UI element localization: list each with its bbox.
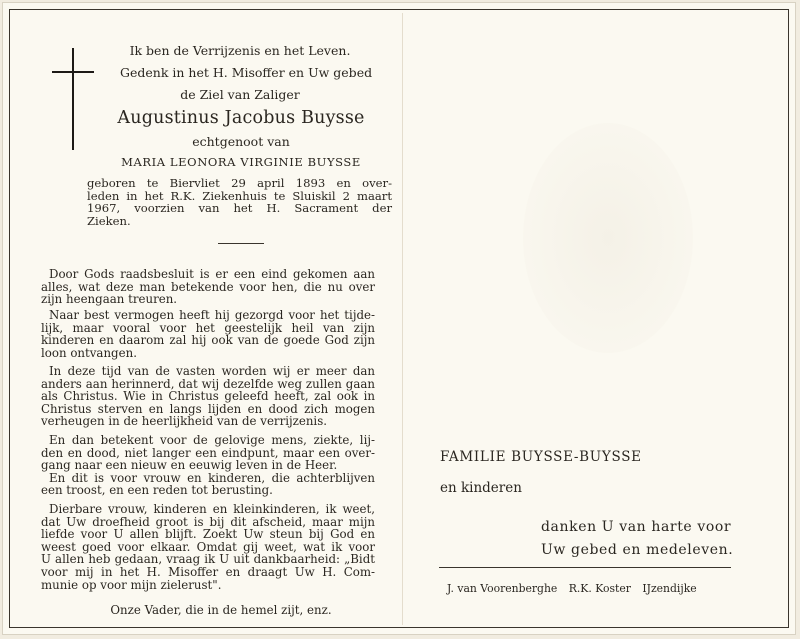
- text-line: alles, wat deze man betekende voor hen, die nu over: [41, 279, 375, 294]
- memorial-card: [2, 2, 796, 635]
- printer-firm: R.K. Koster: [568, 582, 631, 595]
- divider: [218, 243, 264, 244]
- paragraph-4: [41, 434, 375, 497]
- spouse-name: MARIA LEONORA VIRGINIE BUYSSE: [121, 155, 361, 169]
- intro-line-2: Gedenk in het H. Misoffer en Uw gebed: [120, 65, 373, 80]
- birth-line: Zieken.: [87, 213, 131, 228]
- thanks-line-1: danken U van harte voor: [541, 519, 732, 535]
- spouse-label: echtgenoot van: [192, 134, 290, 149]
- text-line: dat Uw droefheid groot is bij dit afscheid, maar mijn: [41, 514, 375, 529]
- paragraph-1: [41, 268, 375, 306]
- thanks-line-2: Uw gebed en medeleven.: [541, 542, 734, 558]
- intro-line-3: de Ziel van Zaliger: [180, 87, 300, 102]
- text-line: En dit is voor vrouw en kinderen, die achterblijven: [49, 470, 375, 485]
- faded-photo-area: [523, 123, 693, 353]
- printer-name: J. van Voorenberghe: [447, 582, 558, 595]
- text-line: weest goed voor elkaar. Omdat gij weet, wat ik voor: [41, 539, 375, 554]
- text-line: liefde voor U allen blijft. Zoekt Uw steun bij God en: [41, 527, 375, 542]
- birth-death-text: [87, 177, 392, 227]
- text-line: voor mij in het H. Misoffer en draagt Uw H. Com-: [41, 564, 375, 579]
- printer-place: IJzendijke: [642, 582, 697, 595]
- text-line: Dierbare vrouw, kinderen en kleinkinderen, ik weet,: [49, 502, 375, 516]
- text-line: Christus sterven en langs lijden en dood zich mogen: [41, 401, 375, 416]
- birth-line: 1967, voorzien van het H. Sacrament der: [87, 201, 392, 216]
- text-line: loon ontvangen.: [41, 345, 137, 360]
- paragraph-2: [41, 309, 375, 359]
- text-line: munie op voor mijn zielerust".: [41, 577, 222, 592]
- children-line: en kinderen: [440, 480, 522, 496]
- cross-icon-bar: [52, 71, 94, 73]
- birth-line: leden in het R.K. Ziekenhuis te Sluiskil 2 maart: [87, 188, 392, 203]
- text-line: lijk, maar vooral voor het geestelijk heil van zijn: [41, 320, 375, 335]
- deceased-name: Augustinus Jacobus Buysse: [117, 108, 365, 128]
- text-line: In deze tijd van de vasten worden wij er meer dan: [49, 364, 375, 378]
- text-line: Naar best vermogen heeft hij gezorgd voor het tijde-: [49, 308, 375, 322]
- text-line: gang naar een nieuw en eeuwig leven in de Heer.: [41, 458, 338, 473]
- text-line: zijn heengaan treuren.: [41, 292, 178, 307]
- paragraph-5: [41, 503, 375, 591]
- printer-credit: [447, 582, 737, 595]
- text-line: U allen heb gedaan, vraag ik U uit dankbaarheid: „Bidt: [41, 552, 375, 567]
- card-fold: [402, 13, 403, 625]
- divider: [439, 567, 731, 568]
- text-line: verheugen in de heerlijkheid van de verrijzenis.: [41, 414, 328, 429]
- text-line: kinderen en daarom zal hij ook van de goede God zijn: [41, 333, 375, 348]
- cross-icon: [72, 48, 74, 150]
- text-line: als Christus. Wie in Christus geleefd heeft, zal ook in: [41, 389, 375, 404]
- closing-prayer: Onze Vader, die in de hemel zijt, enz.: [110, 603, 332, 617]
- text-line: Door Gods raadsbesluit is er een eind gekomen aan: [49, 267, 375, 281]
- family-name: FAMILIE BUYSSE-BUYSSE: [440, 449, 642, 465]
- text-line: een troost, en een reden tot berusting.: [41, 483, 273, 498]
- text-line: den en dood, niet langer een eindpunt, maar een over-: [41, 445, 375, 460]
- intro-line-1: Ik ben de Verrijzenis en het Leven.: [129, 43, 351, 58]
- birth-line: geboren te Biervliet 29 april 1893 en over-: [87, 176, 392, 190]
- paragraph-3: [41, 365, 375, 428]
- text-line: En dan betekent voor de gelovige mens, ziekte, lij-: [49, 433, 375, 447]
- text-line: anders aan herinnerd, dat wij dezelfde weg zullen gaan: [41, 376, 375, 391]
